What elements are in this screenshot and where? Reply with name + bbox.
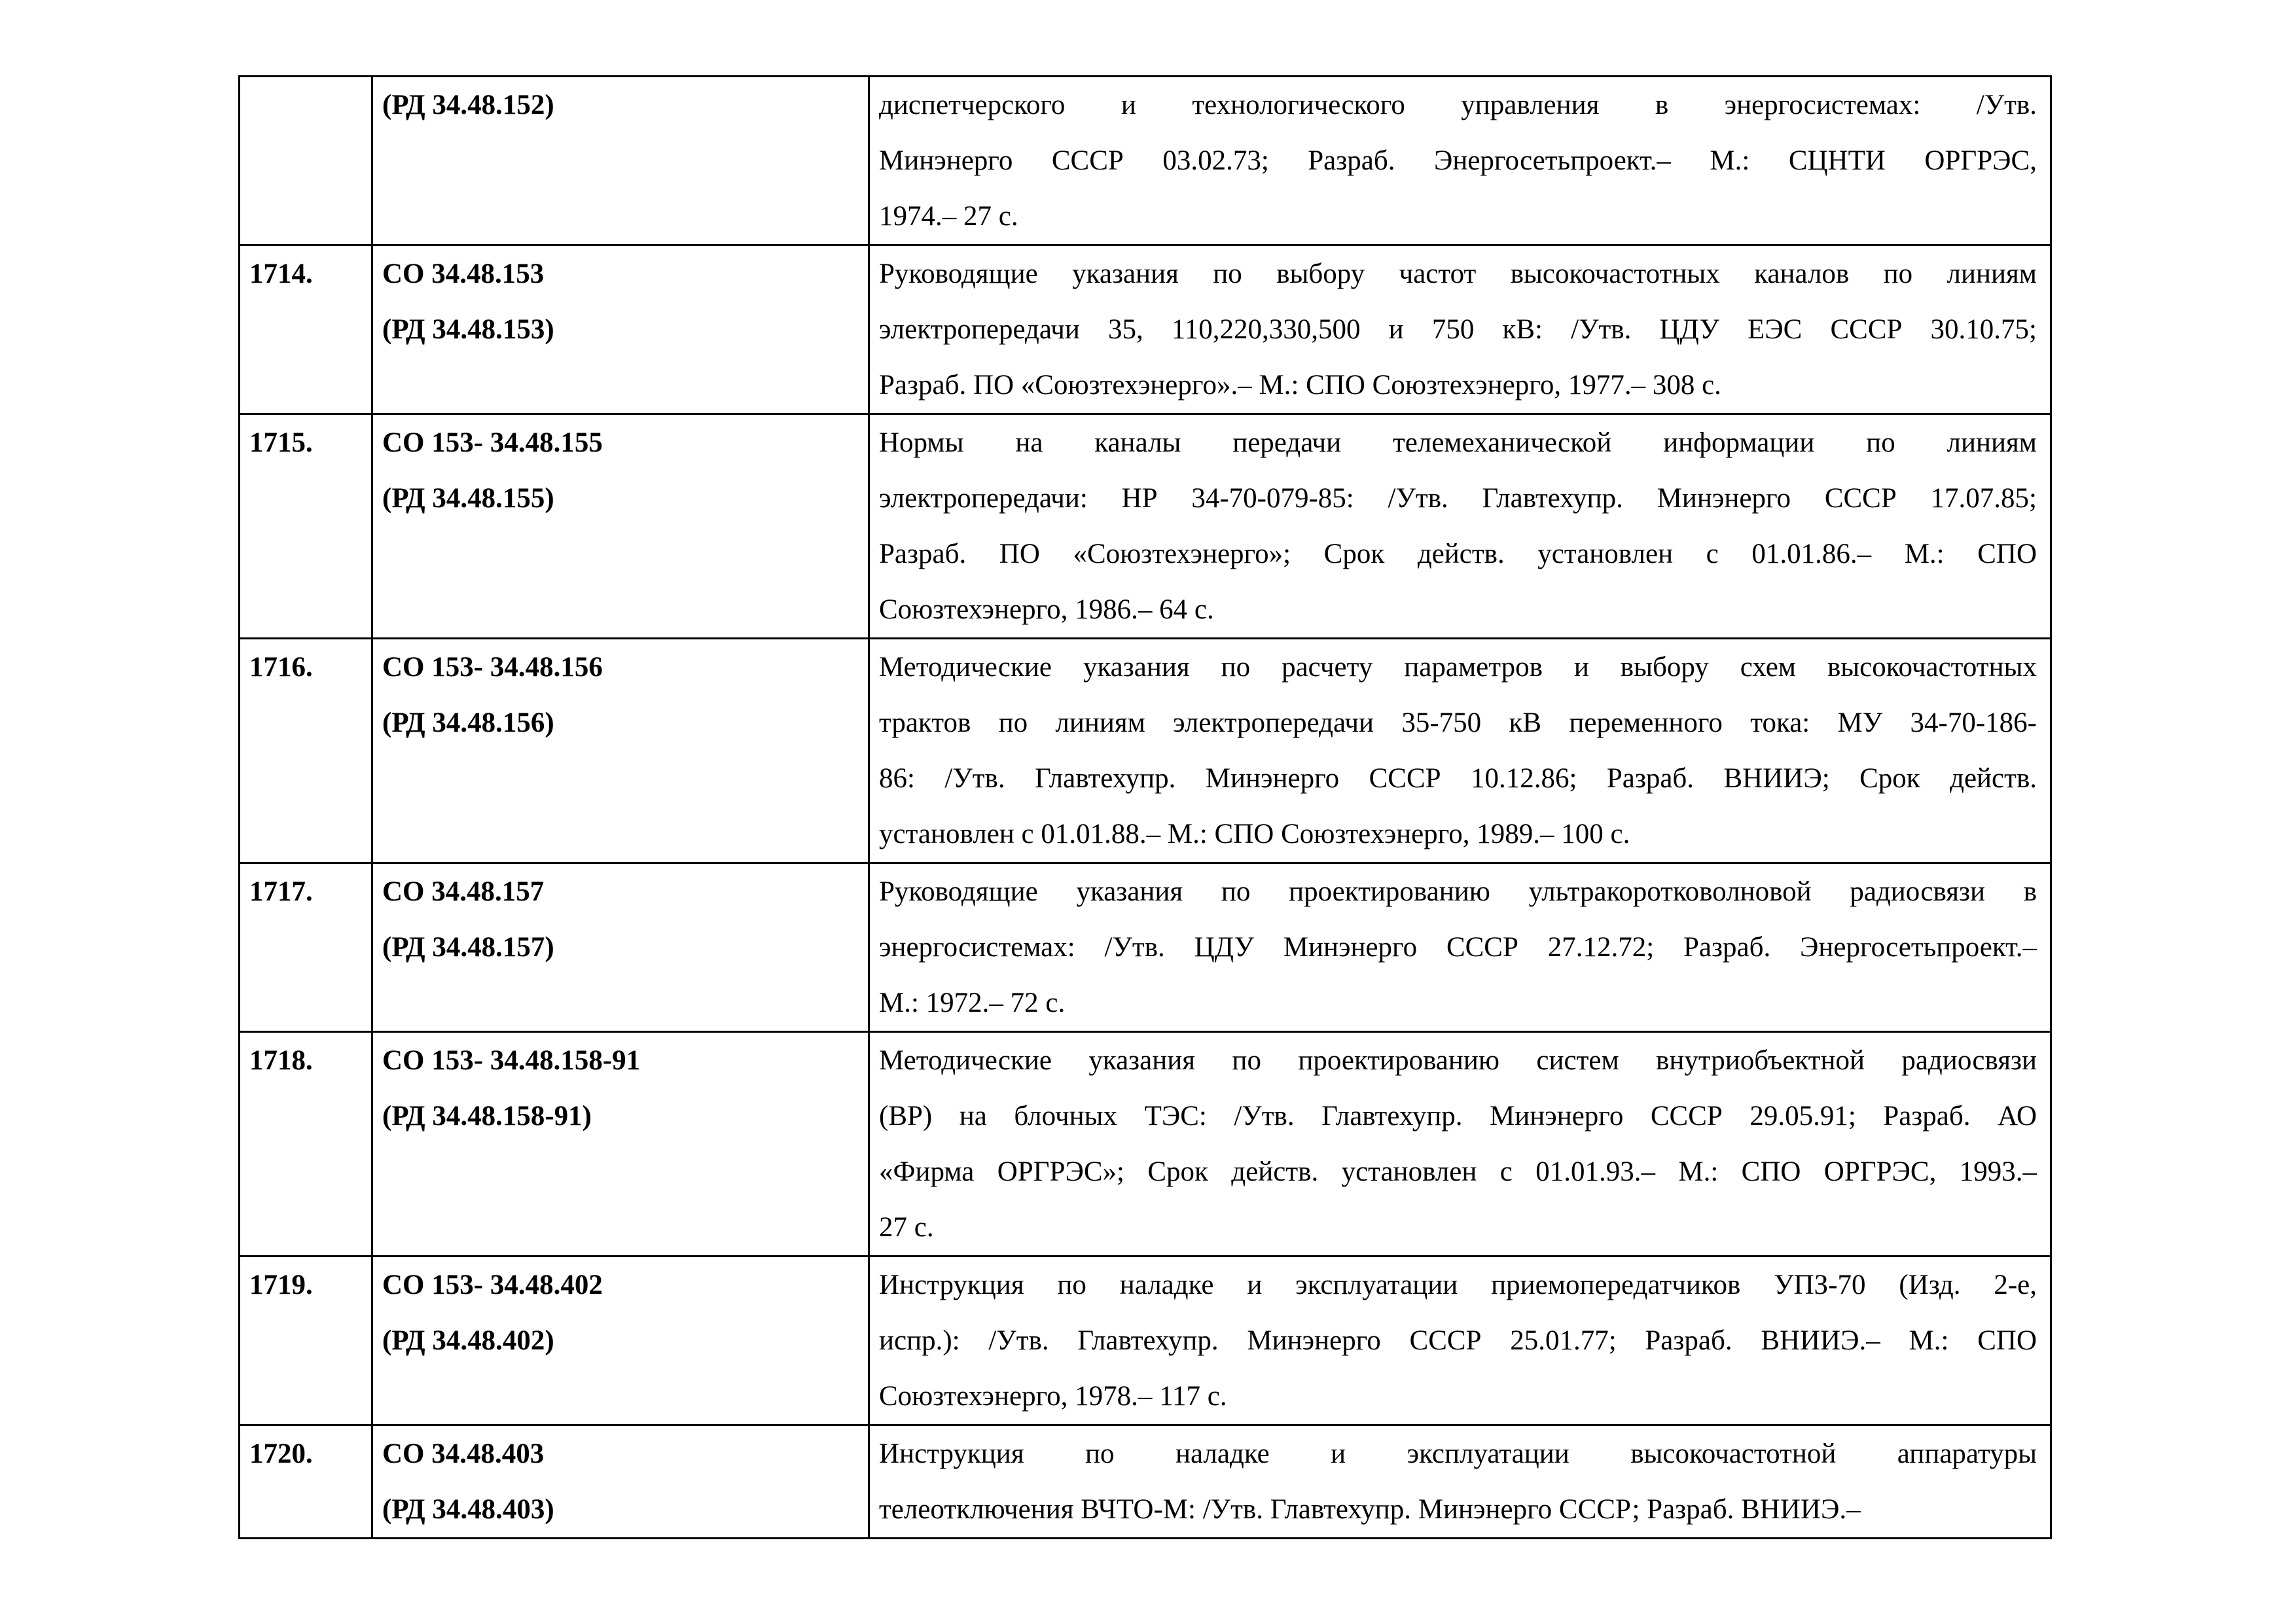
document-description-cell xyxy=(869,1257,2051,1425)
entry-number: 1715. xyxy=(249,427,313,458)
document-description-cell xyxy=(869,863,2051,1032)
entry-number-cell xyxy=(240,245,372,414)
entry-number: 1716. xyxy=(249,652,313,683)
document-code: СО 34.48.403 xyxy=(382,1438,545,1469)
document-code-cell xyxy=(372,245,869,414)
document-code-alt: (РД 34.48.158-91) xyxy=(382,1101,592,1132)
standards-table-body xyxy=(240,77,2051,1539)
description-line: Союзтехэнерго, 1978.– 117 с. xyxy=(879,1381,1227,1412)
document-code-cell xyxy=(372,1425,869,1539)
document-description-cell xyxy=(869,77,2051,245)
document-code-cell xyxy=(372,1257,869,1425)
document-code-alt: (РД 34.48.157) xyxy=(382,932,554,963)
description-line: 86: /Утв. Главтехупр. Минэнерго СССР 10.12.86; Разраб. ВНИИЭ; Срок действ. xyxy=(879,763,2037,794)
table-row xyxy=(240,863,2051,1032)
table-row xyxy=(240,245,2051,414)
entry-number-cell xyxy=(240,863,372,1032)
entry-number: 1714. xyxy=(249,259,313,289)
description-line: энергосистемах: /Утв. ЦДУ Минэнерго СССР 27.12.72; Разраб. Энергосетьпроект.– xyxy=(879,932,2037,963)
document-description-cell xyxy=(869,1032,2051,1257)
document-code-alt: (РД 34.48.156) xyxy=(382,707,554,738)
document-description-cell xyxy=(869,1425,2051,1539)
table-row xyxy=(240,1032,2051,1257)
document-description-cell xyxy=(869,639,2051,863)
document-code-cell xyxy=(372,1032,869,1257)
standards-table xyxy=(238,75,2052,1539)
entry-number-cell xyxy=(240,1032,372,1257)
description-line: Нормы на каналы передачи телемеханической информации по линиям xyxy=(879,427,2037,458)
description-line: Методические указания по расчету параметров и выбору схем высокочастотных xyxy=(879,652,2037,683)
document-code: СО 153- 34.48.155 xyxy=(382,427,603,458)
description-line: Инструкция по наладке и эксплуатации высокочастотной аппаратуры xyxy=(879,1438,2037,1469)
document-code-alt: (РД 34.48.152) xyxy=(382,90,554,120)
document-code-alt: (РД 34.48.402) xyxy=(382,1325,554,1356)
table-row xyxy=(240,639,2051,863)
description-line: Минэнерго СССР 03.02.73; Разраб. Энергосетьпроект.– М.: СЦНТИ ОРГРЭС, xyxy=(879,145,2037,176)
description-line: электропередачи: НР 34-70-079-85: /Утв. Главтехупр. Минэнерго СССР 17.07.85; xyxy=(879,483,2037,514)
description-line: телеотключения ВЧТО-М: /Утв. Главтехупр. Минэнерго СССР; Разраб. ВНИИЭ.– xyxy=(879,1494,1861,1525)
description-line: Руководящие указания по выбору частот высокочастотных каналов по линиям xyxy=(879,259,2037,289)
description-line: Руководящие указания по проектированию ультракоротковолновой радиосвязи в xyxy=(879,876,2037,907)
entry-number-cell xyxy=(240,1257,372,1425)
document-code: СО 153- 34.48.402 xyxy=(382,1270,603,1300)
description-line: Разраб. ПО «Союзтехэнерго».– М.: СПО Союзтехэнерго, 1977.– 308 с. xyxy=(879,370,1721,401)
document-description-cell xyxy=(869,245,2051,414)
description-line: трактов по линиям электропередачи 35-750 кВ переменного тока: МУ 34-70-186- xyxy=(879,707,2037,738)
description-line: Разраб. ПО «Союзтехэнерго»; Срок действ. установлен с 01.01.86.– М.: СПО xyxy=(879,539,2037,569)
entry-number xyxy=(249,77,358,133)
table-row xyxy=(240,77,2051,245)
description-line: установлен с 01.01.88.– М.: СПО Союзтехэнерго, 1989.– 100 с. xyxy=(879,819,1630,849)
entry-number: 1717. xyxy=(249,876,313,907)
entry-number-cell xyxy=(240,639,372,863)
document-code: СО 153- 34.48.158-91 xyxy=(382,1045,641,1076)
document-code-alt: (РД 34.48.403) xyxy=(382,1494,554,1525)
document-code: СО 34.48.157 xyxy=(382,876,545,907)
description-line: М.: 1972.– 72 с. xyxy=(879,988,1066,1018)
table-row xyxy=(240,1425,2051,1539)
description-line: 27 с. xyxy=(879,1212,934,1243)
description-line: (ВР) на блочных ТЭС: /Утв. Главтехупр. Минэнерго СССР 29.05.91; Разраб. АО xyxy=(879,1101,2037,1132)
document-code: СО 153- 34.48.156 xyxy=(382,652,603,683)
description-line: 1974.– 27 с. xyxy=(879,201,1018,232)
entry-number: 1720. xyxy=(249,1438,313,1469)
entry-number-cell xyxy=(240,77,372,245)
document-code: СО 34.48.153 xyxy=(382,259,545,289)
description-line: электропередачи 35, 110,220,330,500 и 750 кВ: /Утв. ЦДУ ЕЭС СССР 30.10.75; xyxy=(879,314,2037,345)
description-line: Инструкция по наладке и эксплуатации приемопередатчиков УПЗ-70 (Изд. 2-е, xyxy=(879,1270,2037,1300)
description-line: испр.): /Утв. Главтехупр. Минэнерго СССР 25.01.77; Разраб. ВНИИЭ.– М.: СПО xyxy=(879,1325,2037,1356)
document-code-cell xyxy=(372,639,869,863)
document-code-cell xyxy=(372,77,869,245)
document-code-alt: (РД 34.48.155) xyxy=(382,483,554,514)
table-row xyxy=(240,414,2051,639)
document-code-cell xyxy=(372,414,869,639)
description-line: Союзтехэнерго, 1986.– 64 с. xyxy=(879,594,1214,625)
entry-number: 1718. xyxy=(249,1045,313,1076)
entry-number: 1719. xyxy=(249,1270,313,1300)
description-line: «Фирма ОРГРЭС»; Срок действ. установлен с 01.01.93.– М.: СПО ОРГРЭС, 1993.– xyxy=(879,1156,2037,1187)
description-line: диспетчерского и технологического управления в энергосистемах: /Утв. xyxy=(879,90,2037,120)
table-row xyxy=(240,1257,2051,1425)
entry-number-cell xyxy=(240,414,372,639)
document-code-cell xyxy=(372,863,869,1032)
document-description-cell xyxy=(869,414,2051,639)
entry-number-cell xyxy=(240,1425,372,1539)
document-code-alt: (РД 34.48.153) xyxy=(382,314,554,345)
description-line: Методические указания по проектированию систем внутриобъектной радиосвязи xyxy=(879,1045,2037,1076)
